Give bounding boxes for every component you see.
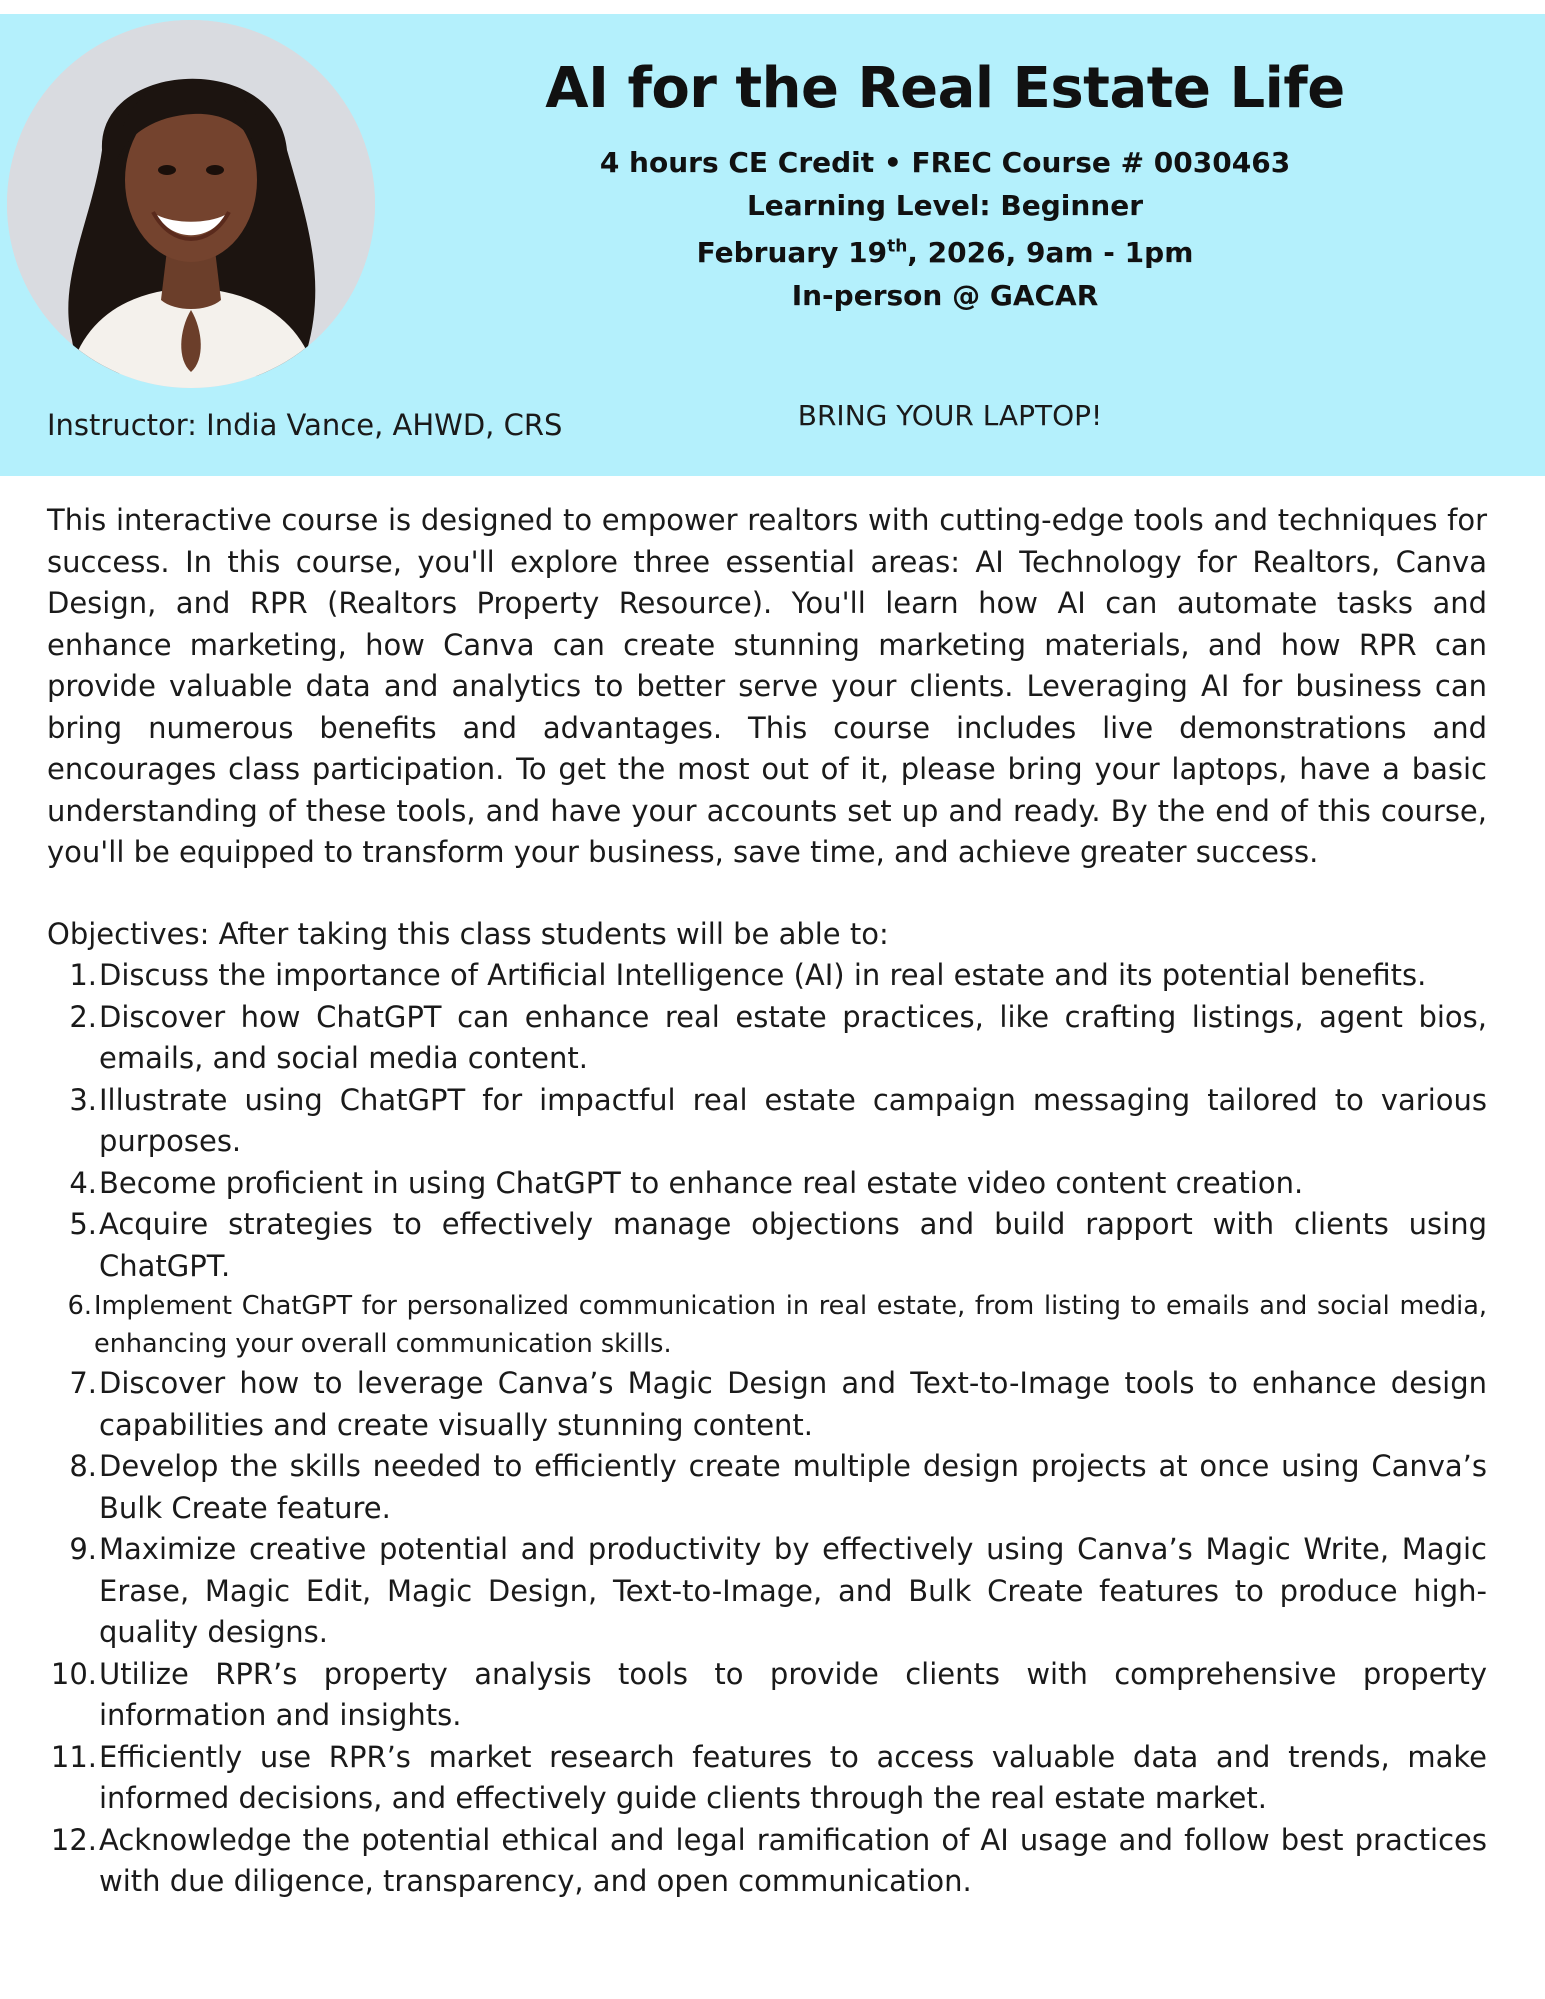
date-rest: , 2026, 9am - 1pm [907,236,1194,269]
objective-text: Efficiently use RPR’s market research features to access valuable data and trends, make informed decisions, and effectively guide clients through the real estate market. [99,1739,1487,1815]
objective-item [47,1287,1487,1363]
objective-item [47,997,1487,1080]
instructor-name: Instructor: India Vance, AHWD, CRS [47,408,563,442]
objectives-list [47,955,1487,1903]
course-body [47,500,1487,1903]
objective-item [47,1363,1487,1446]
objective-item [47,1163,1487,1205]
objective-text: Develop the skills needed to efficiently create multiple design projects at once using Canva’s Bulk Create feature. [99,1449,1487,1525]
objective-item [47,1820,1487,1903]
objective-item [47,1446,1487,1529]
objective-text: Illustrate using ChatGPT for impactful real estate campaign messaging tailored to various purposes. [99,1082,1487,1158]
objective-number: 8. [69,1449,97,1483]
objective-number: 7. [69,1366,97,1400]
objective-number: 12. [50,1822,97,1857]
objective-text: Discuss the importance of Artificial Intelligence (AI) in real estate and its potential benefits. [99,958,1427,992]
objective-number: 4. [69,1165,97,1200]
objectives-heading: Objectives: After taking this class students will be able to: [47,916,889,951]
objective-item [47,1529,1487,1654]
objective-item [47,1204,1487,1287]
objective-text: Acquire strategies to effectively manage objections and build rapport with clients using ChatGPT. [99,1207,1487,1283]
objective-number: 10. [50,1656,97,1691]
objective-number: 1. [69,958,97,992]
objective-item [47,955,1487,997]
course-date [470,236,1420,269]
objective-text: Maximize creative potential and productivity by effectively using Canva’s Magic Write, Magic Erase, Magic Edit, Magic Design, Text-to-Image, and Bulk Create features to produce high-quality designs. [99,1532,1487,1649]
objective-item [47,1654,1487,1737]
objective-text: Utilize RPR’s property analysis tools to provide clients with comprehensive property information and insights. [99,1656,1487,1732]
instructor-photo [7,20,375,388]
objective-number: 9. [69,1532,97,1566]
course-description: This interactive course is designed to empower realtors with cutting-edge tools and techniques for success. In this course, you'll explore three essential areas: AI Technology for Realtors, Canva Design, and RPR (Realtors Property Resource). You'll learn how AI can automate tasks and enhance marketing, how Canva can create stunning marketing materials, and how RPR can provide valuable data and analytics to better serve your clients. Leveraging AI for business can bring numerous benefits and advantages. This course includes live demonstrations and encourages class participation. To get the most out of it, please bring your laptops, have a basic understanding of these tools, and have your accounts set up and ready. By the end of this course, you'll be equipped to transform your business, save time, and achieve greater success. [47,503,1487,869]
objective-text: Acknowledge the potential ethical and legal ramification of AI usage and follow best practices with due diligence, transparency, and open communication. [99,1822,1487,1898]
objective-number: 6. [67,1291,92,1321]
objective-text: Discover how ChatGPT can enhance real estate practices, like crafting listings, agent bios, emails, and social media content. [99,999,1487,1075]
objective-item [47,1737,1487,1820]
course-header [0,14,1545,476]
objective-number: 11. [50,1739,97,1774]
objective-number: 2. [69,999,97,1034]
learning-level: Learning Level: Beginner [746,189,1144,222]
bring-laptop-note: BRING YOUR LAPTOP! [797,399,1103,432]
course-location: In-person @ GACAR [791,279,1099,312]
credit-line: 4 hours CE Credit • FREC Course # 0030463 [599,146,1291,179]
objective-text: Implement ChatGPT for personalized communication in real estate, from listing to emails and social media, enhancing your overall communication skills. [94,1291,1487,1359]
objective-text: Discover how to leverage Canva’s Magic Design and Text-to-Image tools to enhance design capabilities and create visually stunning content. [99,1366,1487,1442]
objective-number: 5. [69,1207,97,1241]
objective-item [47,1080,1487,1163]
date-suffix: th [887,236,908,257]
date-prefix: February 19 [696,236,888,269]
objective-number: 3. [69,1082,97,1117]
objective-text: Become proficient in using ChatGPT to enhance real estate video content creation. [99,1165,1304,1200]
course-title: AI for the Real Estate Life [545,56,1345,121]
